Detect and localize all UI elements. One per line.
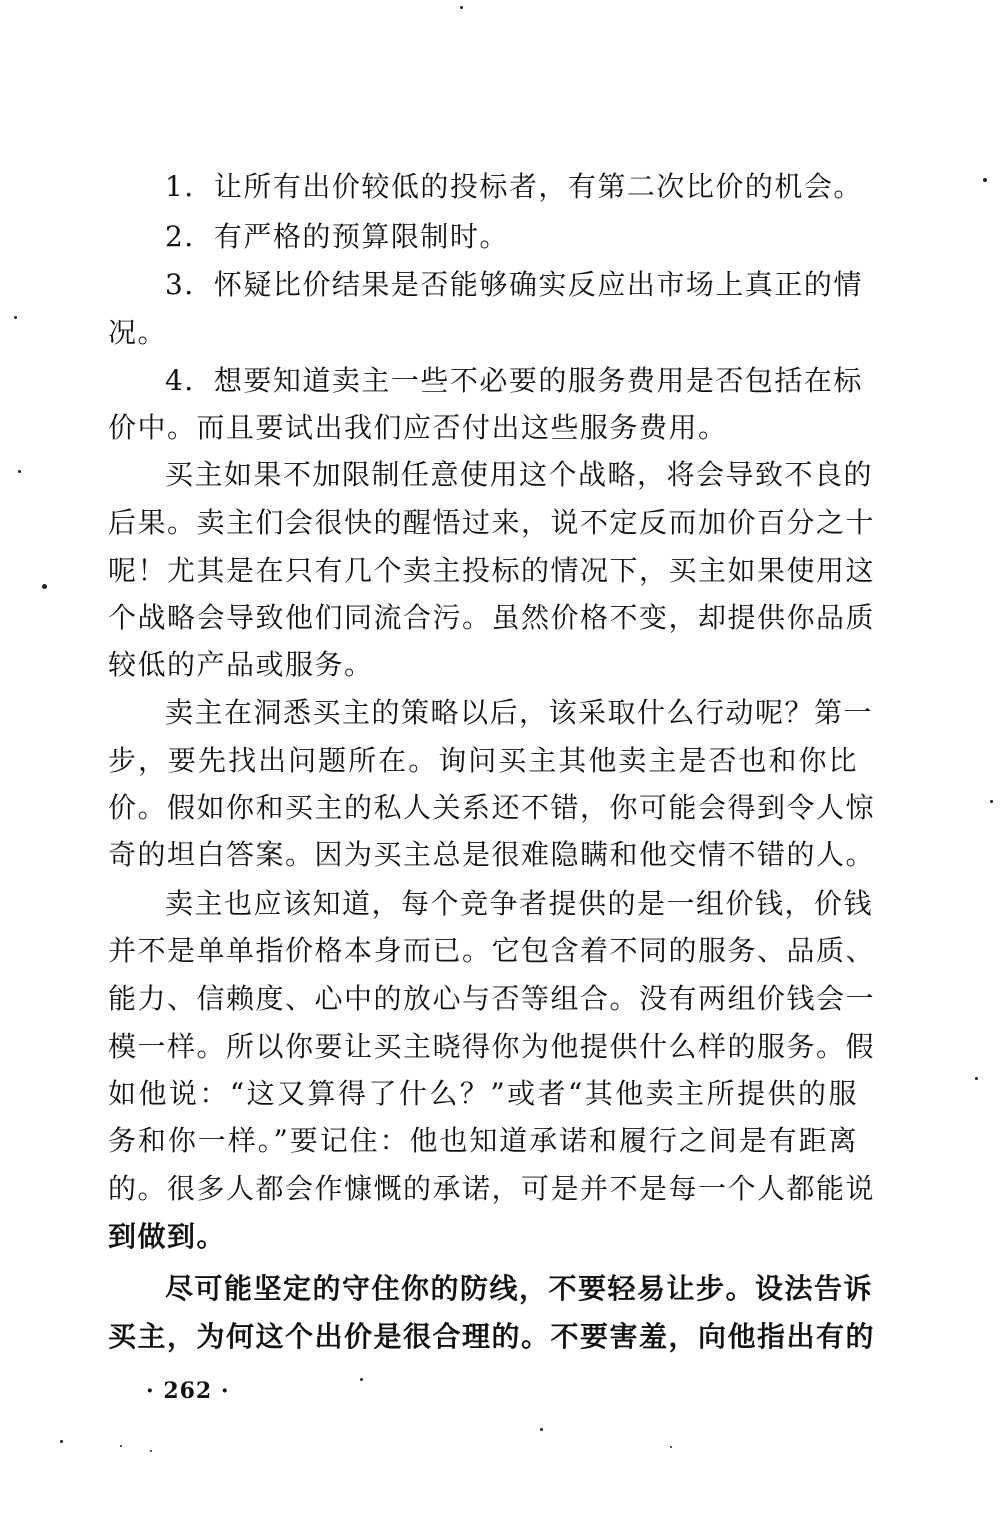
text-line: 况。 [108, 316, 168, 349]
text-line: 较低的产品或服务。 [108, 648, 374, 681]
text-line: 2．有严格的预算限制时。 [165, 220, 509, 253]
scan-speck [360, 1378, 363, 1381]
page-number: · 262 · [146, 1378, 230, 1404]
text-line: 模一样。所以你要让买主晓得你为他提供什么样的服务。假 [108, 1030, 876, 1063]
scan-speck [460, 6, 463, 9]
scan-speck [670, 1446, 672, 1448]
scan-speck [540, 1428, 543, 1431]
scan-speck [990, 800, 993, 803]
scan-speck [975, 1077, 978, 1080]
text-line: 的。很多人都会作慷慨的承诺，可是并不是每一个人都能说 [108, 1172, 876, 1205]
text-line: 尽可能坚定的守住你的防线，不要轻易让步。设法告诉 [165, 1272, 874, 1305]
text-line: 买主如果不加限制任意使用这个战略，将会导致不良的 [165, 458, 874, 491]
text-line: 3．怀疑比价结果是否能够确实反应出市场上真正的情 [165, 268, 863, 301]
text-line: 如他说：“这又算得了什么？”或者“其他卖主所提供的服 [108, 1077, 858, 1110]
text-line: 步，要先找出问题所在。询问买主其他卖主是否也和你比 [108, 744, 858, 777]
text-line: 奇的坦白答案。因为买主总是很难隐瞒和他交情不错的人。 [108, 838, 876, 871]
text-line: 个战略会导致他们同流合污。虽然价格不变，却提供你品质 [108, 601, 876, 634]
text-line: 能力、信赖度、心中的放心与否等组合。没有两组价钱会一 [108, 982, 876, 1015]
text-line: 4．想要知道卖主一些不必要的服务费用是否包括在标 [165, 364, 863, 397]
scan-speck [18, 470, 21, 473]
scan-speck [120, 1445, 122, 1447]
text-line: 后果。卖主们会很快的醒悟过来，说不定反而加价百分之十 [108, 506, 876, 539]
scan-speck [983, 178, 987, 182]
text-line: 1．让所有出价较低的投标者，有第二次比价的机会。 [165, 170, 863, 203]
text-line: 呢！尤其是在只有几个卖主投标的情况下，买主如果使用这 [108, 554, 876, 587]
text-line: 卖主也应该知道，每个竞争者提供的是一组价钱，价钱 [165, 887, 874, 920]
text-line: 并不是单单指价格本身而已。它包含着不同的服务、品质、 [108, 934, 876, 967]
scan-speck [42, 584, 47, 589]
scan-speck [150, 1450, 152, 1452]
text-line: 买主，为何这个出价是很合理的。不要害羞，向他指出有的 [108, 1320, 876, 1353]
scan-speck [60, 1440, 63, 1443]
text-line: 价中。而且要试出我们应否付出这些服务费用。 [108, 411, 728, 444]
text-line: 卖主在洞悉买主的策略以后，该采取什么行动呢？第一 [165, 696, 874, 729]
text-line: 到做到。 [108, 1220, 227, 1253]
text-line: 务和你一样。”要记住：他也知道承诺和履行之间是有距离 [108, 1124, 858, 1157]
scan-speck [14, 316, 17, 319]
text-line: 价。假如你和买主的私人关系还不错，你可能会得到令人惊 [108, 791, 876, 824]
